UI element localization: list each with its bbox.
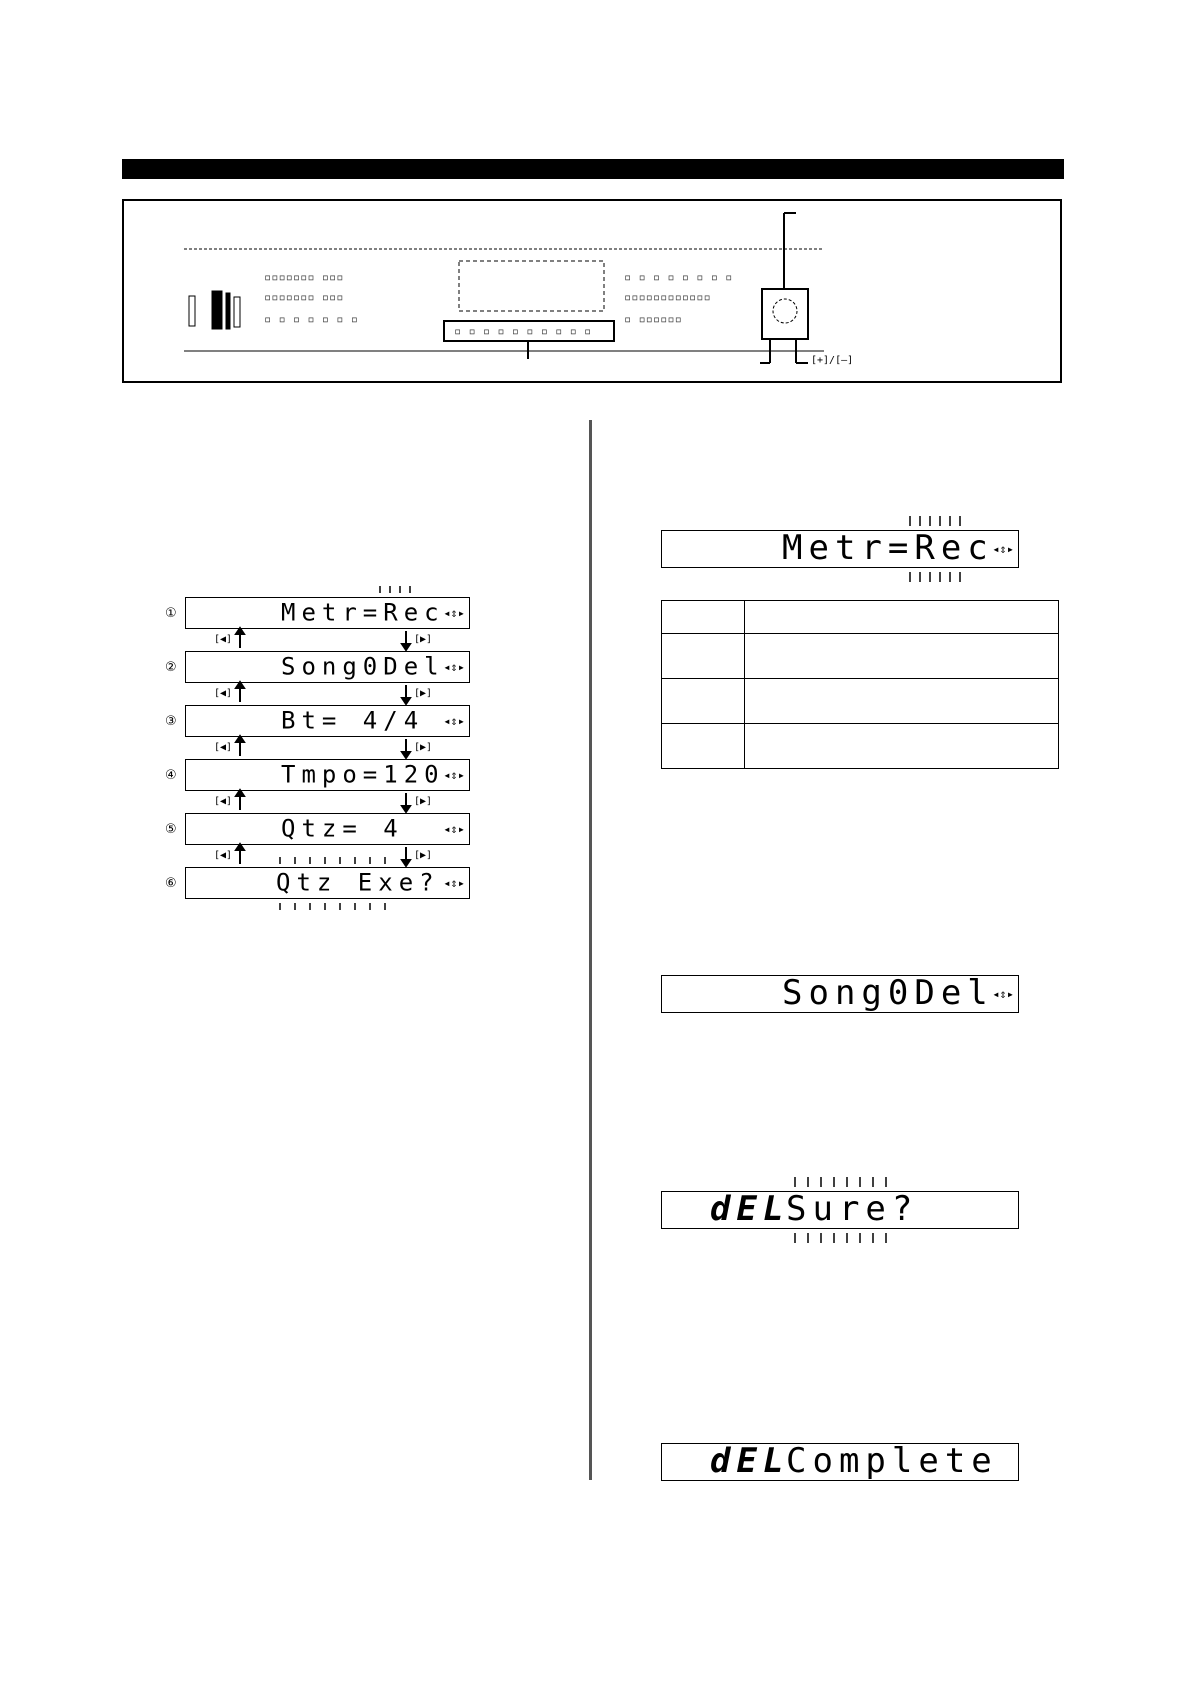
lcd-display-tempo	[185, 759, 470, 791]
step-number: ⑥	[165, 876, 177, 891]
svg-text:▫ ▫ ▫ ▫ ▫ ▫ ▫: ▫ ▫ ▫ ▫ ▫ ▫ ▫	[264, 312, 358, 326]
lcd-text: Song0Del	[782, 973, 994, 1014]
step-number: ④	[165, 768, 177, 783]
svg-text:▫ ▫ ▫ ▫ ▫ ▫ ▫ ▫: ▫ ▫ ▫ ▫ ▫ ▫ ▫ ▫	[624, 270, 733, 284]
step-number: ①	[165, 606, 177, 621]
right-button-label: [▶]	[414, 850, 433, 861]
lcd-display-delete-sure	[661, 1191, 1019, 1229]
cursor-arrows-icon: ◂⇕▸	[443, 660, 465, 674]
panel-drawing	[124, 201, 1064, 385]
lcd-text: Qtz Exe?	[276, 868, 440, 897]
cursor-arrows-icon: ◂⇕▸	[443, 606, 465, 620]
lcd-text: Tmpo=120	[281, 760, 445, 789]
cursor-arrows-icon: ◂⇕▸	[992, 542, 1014, 556]
lcd-display-quantize-execute	[185, 867, 470, 899]
lcd-text: Sure?	[786, 1189, 919, 1230]
cursor-arrows-icon: ◂⇕▸	[443, 876, 465, 890]
lcd-text: Qtz= 4	[281, 814, 404, 843]
lcd-display-metronome-large	[661, 530, 1019, 568]
table-row	[662, 601, 1059, 634]
right-button-label: [▶]	[414, 796, 433, 807]
table-row	[662, 634, 1059, 679]
svg-text:▫▫▫▫▫▫▫▫▫▫▫▫: ▫▫▫▫▫▫▫▫▫▫▫▫	[624, 290, 711, 304]
cursor-arrows-icon: ◂⇕▸	[443, 768, 465, 782]
column-divider	[589, 420, 592, 1480]
lcd-text: Metr=Rec	[281, 598, 445, 627]
lcd-display-beat	[185, 705, 470, 737]
cursor-arrows-icon: ◂⇕▸	[443, 822, 465, 836]
cursor-arrows-icon: ◂⇕▸	[443, 714, 465, 728]
control-panel-illustration	[122, 199, 1062, 383]
left-button-label: [◀]	[214, 742, 233, 753]
right-button-label: [▶]	[414, 688, 433, 699]
svg-text:▫▫▫▫▫▫▫ ▫▫▫: ▫▫▫▫▫▫▫ ▫▫▫	[264, 290, 344, 304]
left-button-label: [◀]	[214, 634, 233, 645]
left-button-label: [◀]	[214, 688, 233, 699]
section-header-bar	[122, 159, 1064, 179]
step-number: ⑤	[165, 822, 177, 837]
plus-minus-button-label: [+]/[–]	[811, 355, 854, 366]
lcd-display-quantize	[185, 813, 470, 845]
svg-text:▫▫▫▫▫▫▫ ▫▫▫: ▫▫▫▫▫▫▫ ▫▫▫	[264, 270, 344, 284]
step-number: ③	[165, 714, 177, 729]
left-button-label: [◀]	[214, 796, 233, 807]
lcd-text: Complete	[786, 1441, 998, 1482]
lcd-prefix: dEL	[710, 1189, 790, 1230]
lcd-display-song-delete-large	[661, 975, 1019, 1013]
table-row	[662, 679, 1059, 724]
lcd-display-delete-complete	[661, 1443, 1019, 1481]
svg-text:▫ ▫ ▫ ▫ ▫ ▫ ▫ ▫ ▫ ▫: ▫ ▫ ▫ ▫ ▫ ▫ ▫ ▫ ▫ ▫	[454, 324, 592, 338]
lcd-text: Metr=Rec	[782, 528, 994, 569]
right-button-label: [▶]	[414, 634, 433, 645]
options-table	[661, 600, 1059, 769]
step-number: ②	[165, 660, 177, 675]
lcd-prefix: dEL	[710, 1441, 790, 1482]
lcd-display-metronome	[185, 597, 470, 629]
lcd-text: Bt= 4/4	[281, 706, 425, 735]
left-button-label: [◀]	[214, 850, 233, 861]
svg-text:▫ ▫▫▫▫▫▫: ▫ ▫▫▫▫▫▫	[624, 312, 682, 326]
right-button-label: [▶]	[414, 742, 433, 753]
table-row	[662, 724, 1059, 769]
lcd-text: Song0Del	[281, 652, 445, 681]
cursor-arrows-icon: ◂⇕▸	[992, 987, 1014, 1001]
lcd-display-song-delete	[185, 651, 470, 683]
